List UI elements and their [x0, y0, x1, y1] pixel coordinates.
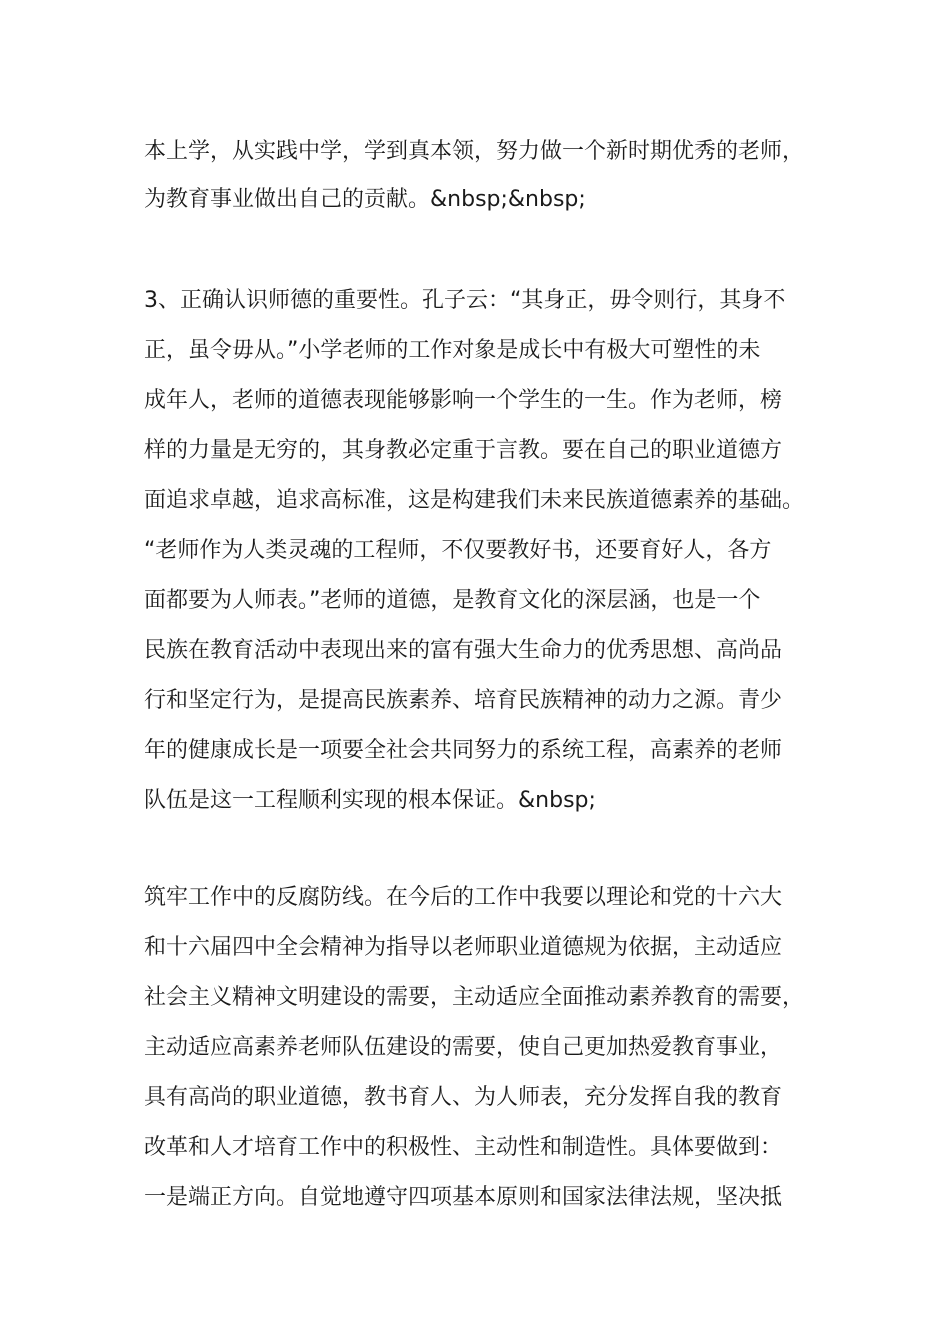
text-line: 和十六届四中全会精神为指导以老师职业道德规为依据，主动适应 — [144, 935, 783, 960]
text-line: 改革和人才培育工作中的积极性、主动性和制造性。具体要做到： — [144, 1135, 783, 1160]
text-line: 社会主义精神文明建设的需要，主动适应全面推动素养教育的需要， — [144, 985, 805, 1010]
text-line: 3、正确认识师德的重要性。孔子云：“其身正，毋令则行，其身不 — [144, 288, 786, 313]
text-line: 为教育事业做出自己的贡献。&nbsp;&nbsp; — [144, 187, 586, 212]
text-line: 样的力量是无穷的，其身教必定重于言教。要在自己的职业道德方 — [144, 438, 783, 463]
text-line: 民族在教育活动中表现出来的富有强大生命力的优秀思想、高尚品 — [144, 638, 783, 663]
text-line: 本上学，从实践中学，学到真本领，努力做一个新时期优秀的老师， — [144, 139, 805, 164]
text-line: 面追求卓越，追求高标准，这是构建我们未来民族道德素养的基础。 — [144, 488, 805, 513]
text-line: “老师作为人类灵魂的工程师，不仅要教好书，还要育好人，各方 — [144, 538, 772, 563]
text-line: 具有高尚的职业道德，教书育人、为人师表，充分发挥自我的教育 — [144, 1085, 783, 1110]
text-line: 行和坚定行为，是提高民族素养、培育民族精神的动力之源。青少 — [144, 688, 783, 713]
text-line: 面都要为人师表。”老师的道德，是教育文化的深层涵，也是一个 — [144, 588, 761, 613]
text-line: 一是端正方向。自觉地遵守四项基本原则和国家法律法规，坚决抵 — [144, 1185, 783, 1210]
text-line: 主动适应高素养老师队伍建设的需要，使自己更加热爱教育事业， — [144, 1035, 783, 1060]
text-line: 正，虽令毋从。”小学老师的工作对象是成长中有极大可塑性的未 — [144, 338, 761, 363]
text-line: 筑牢工作中的反腐防线。在今后的工作中我要以理论和党的十六大 — [144, 885, 783, 910]
text-line: 队伍是这一工程顺利实现的根本保证。&nbsp; — [144, 788, 596, 813]
text-line: 年的健康成长是一项要全社会共同努力的系统工程，高素养的老师 — [144, 738, 783, 763]
text-line: 成年人，老师的道德表现能够影响一个学生的一生。作为老师，榜 — [144, 388, 783, 413]
